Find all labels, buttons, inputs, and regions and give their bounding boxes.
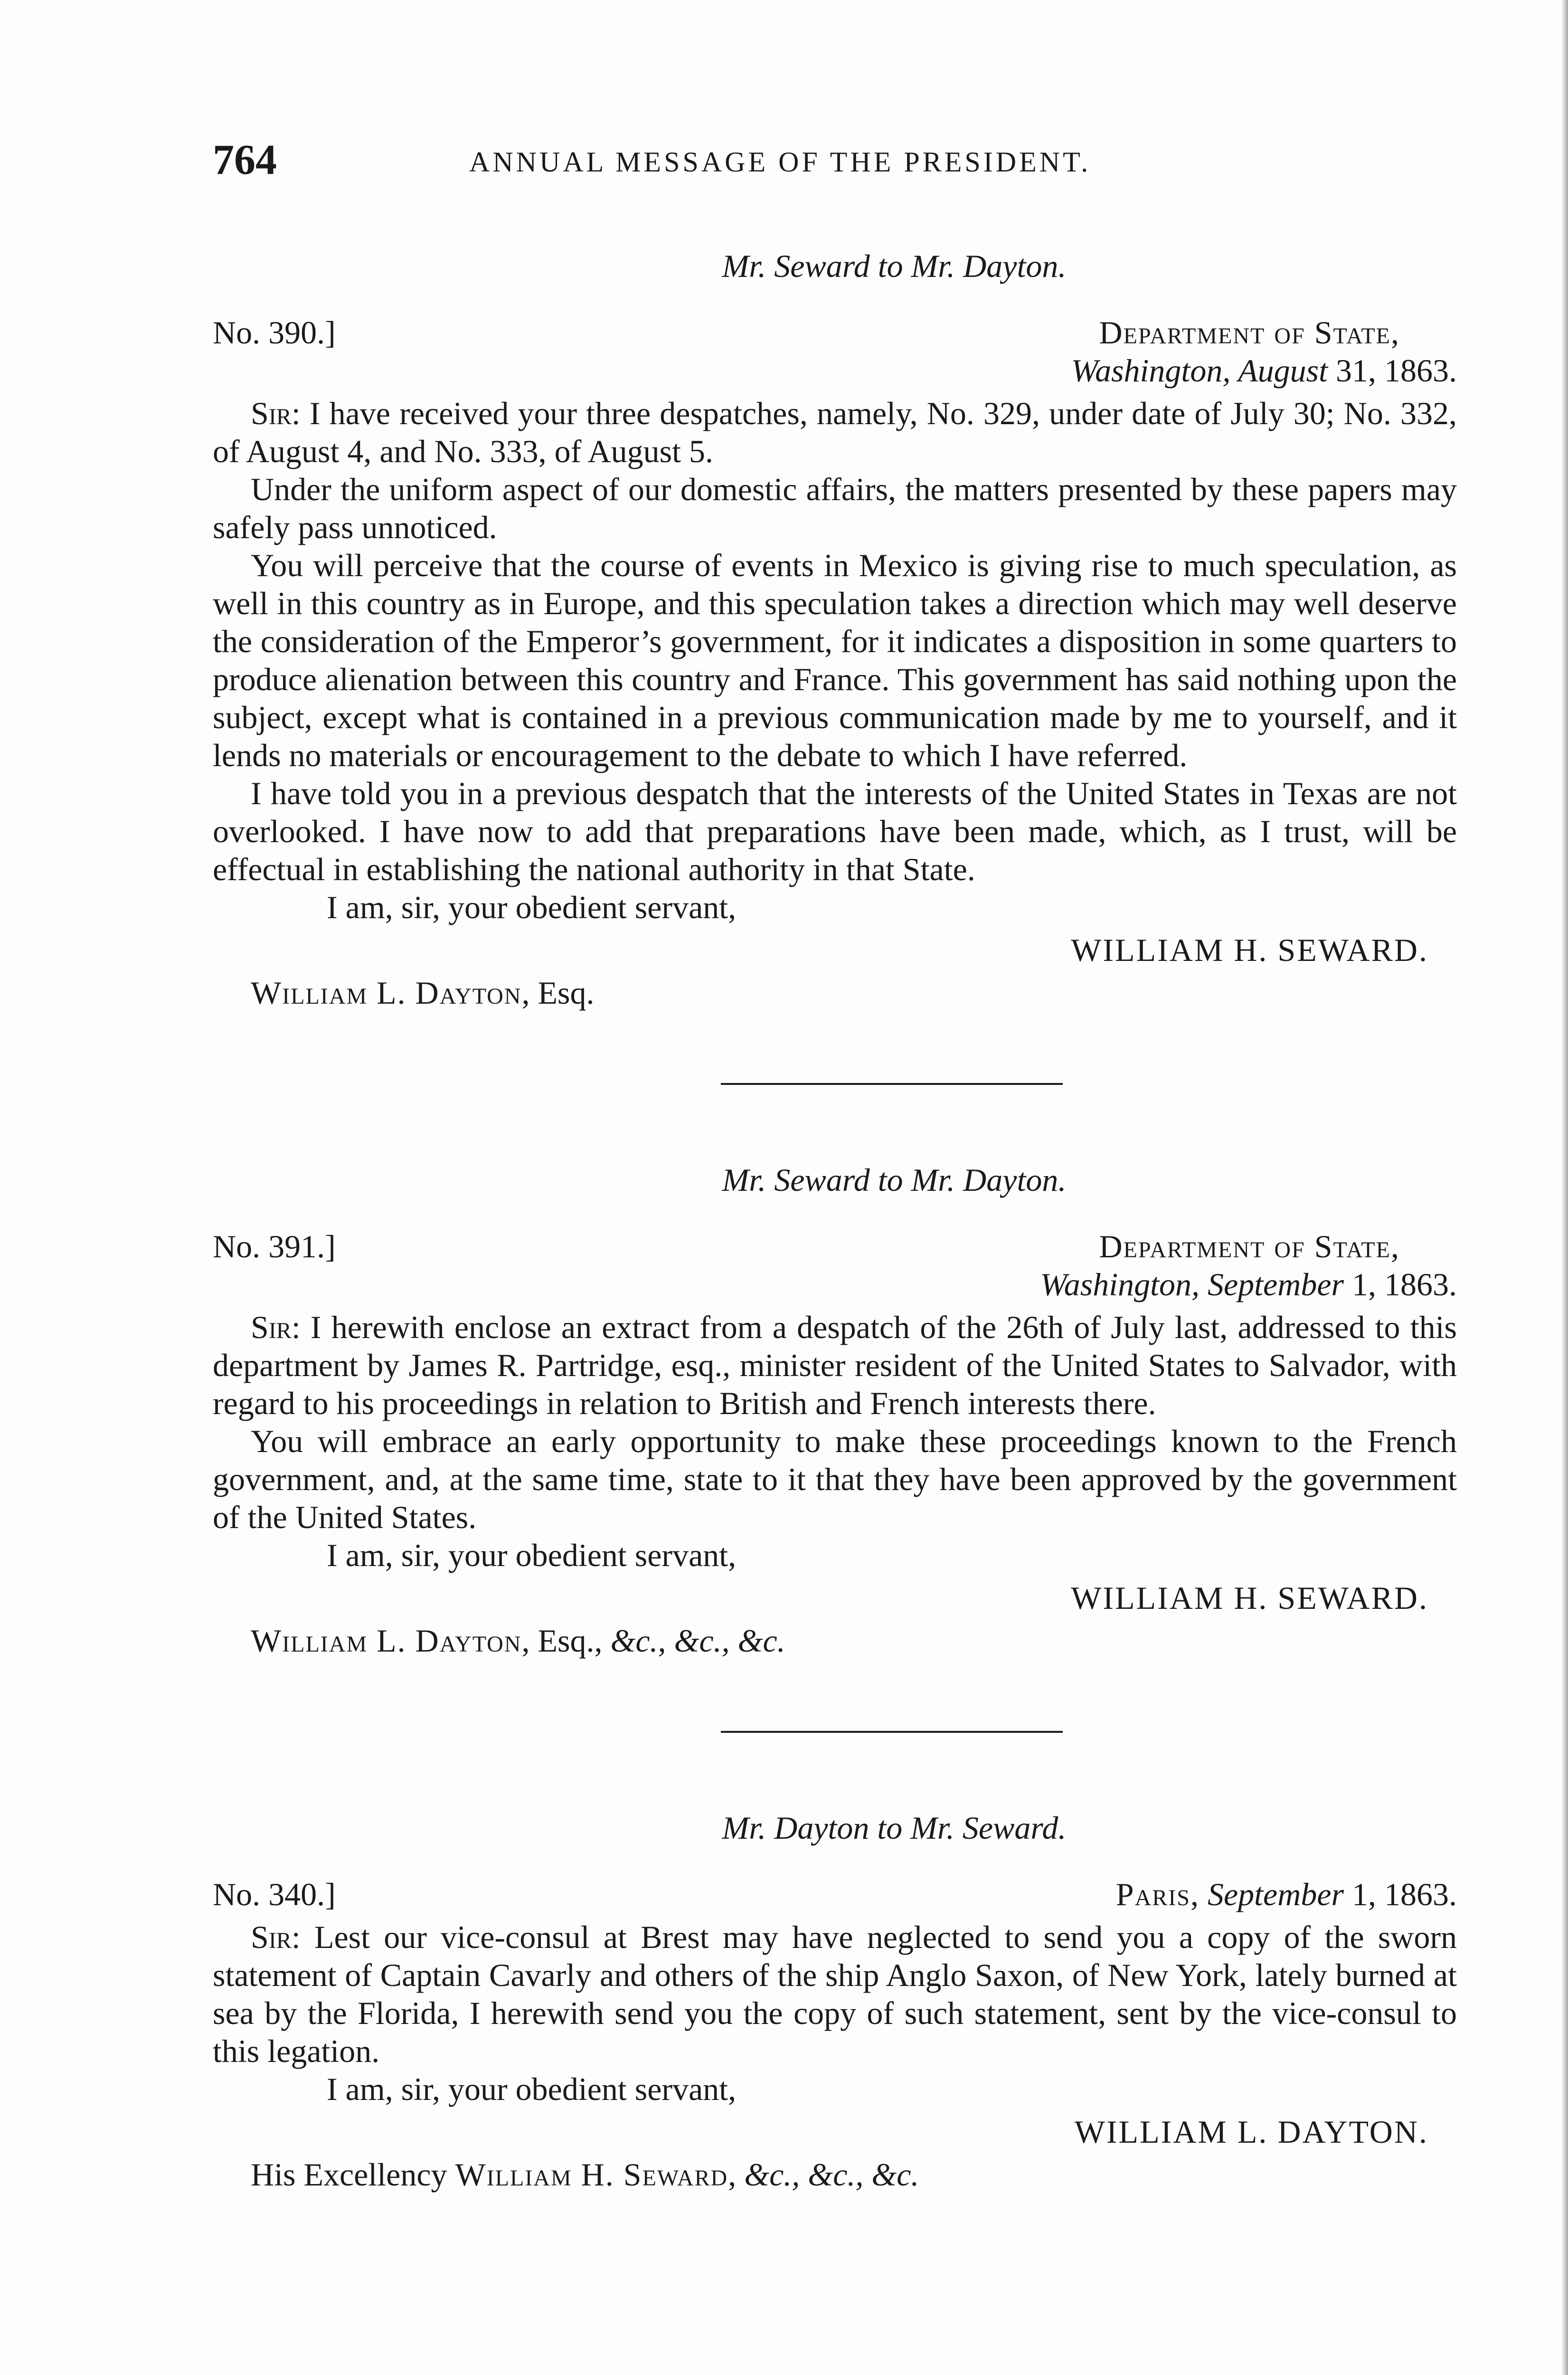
closing: I am, sir, your obedient servant, [327,1537,737,1573]
dateline-year: 1, 1863. [1352,1876,1457,1912]
dateline-year: 1, 1863. [1352,1266,1457,1302]
running-head: ANNUAL MESSAGE OF THE PRESIDENT. [469,146,1091,178]
addressee-prefix: His Excellency [251,2156,447,2193]
addressee-etc: &c., &c., &c. [744,2156,919,2193]
addressee [213,974,1457,1012]
paragraph-text: : I herewith enclose an extract from a despatch of the 26th of July last, addressed to this department by James R. Partridge, esq., minister resident of the United States to Salvador, with regard to his proceedings in relation to British and French interests there. [213,1309,1457,1421]
letter-meta [213,1227,1457,1303]
letter-title: Mr. Seward to Mr. Dayton. [722,1162,1067,1198]
letter-391 [213,1161,1457,1660]
closing: I am, sir, your obedient servant, [327,2071,737,2107]
addressee-name: William L. Dayton [251,975,522,1011]
salutation: Sir [251,1919,292,1955]
dateline [1071,352,1457,390]
despatch-number: No. 390.] [213,314,336,351]
page-body [213,247,1457,2194]
dateline [1116,1875,1457,1913]
addressee-suffix: , Esq. [521,975,595,1011]
closing: I am, sir, your obedient servant, [327,889,737,925]
addressee-etc: &c., &c., &c. [610,1623,785,1659]
paragraph [213,394,1457,470]
signature: WILLIAM H. SEWARD. [1071,1580,1428,1616]
dateline-year: 31, 1863. [1336,352,1457,389]
signature: WILLIAM L. DAYTON. [1074,2114,1428,2150]
paragraph: You will embrace an early opportunity to make these proceedings known to the French government, and, at the same time, state to it that they have been approved by the government of the United States. [213,1423,1457,1535]
paragraph [213,1308,1457,1422]
addressee-name: William H. Seward [455,2156,728,2193]
paragraph: You will perceive that the course of events in Mexico is giving rise to much speculation, as well in this country as in Europe, and this speculation takes a direction which may well deserve the consideration of the Emperor’s government, for it indicates a disposition in some quarters to produce alienation between this country and France. This government has said nothing upon the subject, except what is contained in a previous communication made by me to yourself, and it lends no materials or encouragement to the debate to which I have referred. [213,547,1457,773]
paragraph: Under the uniform aspect of our domestic affairs, the matters presented by these papers may safely pass unnoticed. [213,471,1457,545]
paragraph-text: : Lest our vice-consul at Brest may have neglected to send you a copy of the sworn statement of Captain Cavarly and others of the ship Anglo Saxon, of New York, lately burned at sea by the Florida, I herewith send you the copy of such statement, sent by the vice-consul to this legation. [213,1919,1457,2069]
page-edge-shadow [1561,0,1568,2375]
department-line: Department of State, [1099,314,1400,351]
paragraph [213,1918,1457,2070]
letter-340 [213,1809,1457,2194]
department-line: Department of State, [1099,1228,1400,1264]
addressee [213,2156,1457,2194]
paragraph: I have told you in a previous despatch that the interests of the United States in Texas are not overlooked. I have now to add that preparations have been made, which, as I trust, will be effectual in establishing the national authority in that State. [213,775,1457,887]
addressee-suffix: , [728,2156,737,2193]
addressee [213,1622,1457,1660]
paragraph-text: : I have received your three despatches, namely, No. 329, under date of July 30; No. 332, of August 4, and No. 333, of August 5. [213,395,1457,469]
dateline-place: Washington, August [1071,352,1328,389]
page-header [213,134,1457,186]
despatch-number: No. 340.] [213,1876,336,1912]
section-divider [721,1731,1063,1733]
page-number: 764 [213,136,277,183]
letter-title: Mr. Seward to Mr. Dayton. [722,248,1067,284]
dateline-place: Washington, September [1040,1266,1344,1302]
addressee-name: William L. Dayton [251,1623,522,1659]
dateline-month: September [1207,1876,1344,1912]
letter-title: Mr. Dayton to Mr. Seward. [722,1810,1067,1846]
letter-meta [213,1875,1457,1913]
salutation: Sir [251,395,292,431]
addressee-suffix: , Esq., [521,1623,603,1659]
dateline [1040,1265,1457,1303]
letter-meta [213,314,1457,390]
signature: WILLIAM H. SEWARD. [1071,932,1428,968]
dateline-city: Paris, [1115,1876,1200,1912]
section-divider [721,1083,1063,1085]
letter-390 [213,247,1457,1012]
salutation: Sir [251,1309,292,1345]
despatch-number: No. 391.] [213,1228,336,1264]
